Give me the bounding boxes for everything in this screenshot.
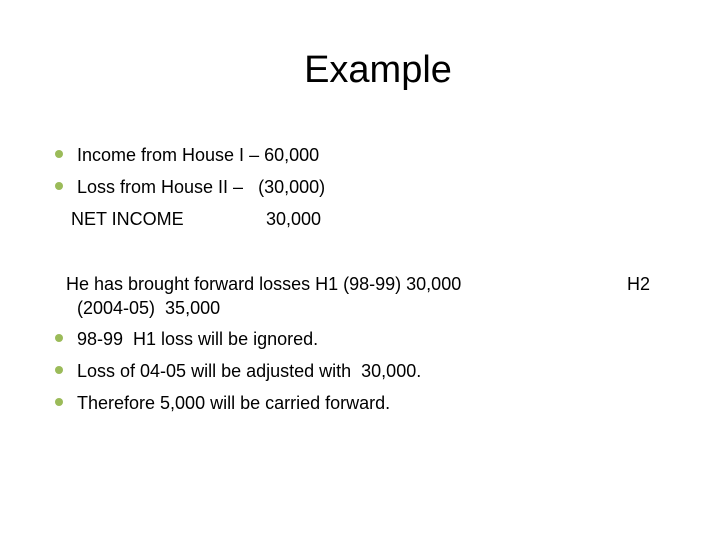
brought-forward-h2-label: H2 [627,274,651,294]
bullet-marker [55,398,63,406]
bullet-marker [55,182,63,190]
bullet-loss-adjusted: Loss of 04-05 will be adjusted with 30,000. [77,361,422,381]
bullet-marker [55,366,63,374]
net-income-label: NET INCOME [71,209,184,229]
bullet-marker [55,334,63,342]
brought-forward-text: He has brought forward losses H1 (98-99) 30,000 [66,274,462,294]
bullet-loss-house-2: Loss from House II – (30,000) [77,177,326,197]
slide-title: Example [304,49,452,91]
bullet-h1-ignored: 98-99 H1 loss will be ignored. [77,329,319,349]
bullet-marker [55,150,63,158]
net-income-value: 30,000 [266,209,322,229]
bullet-carried-forward: Therefore 5,000 will be carried forward. [77,393,391,413]
brought-forward-continuation: (2004-05) 35,000 [77,298,221,318]
bullet-income-house-1: Income from House I – 60,000 [77,145,320,165]
